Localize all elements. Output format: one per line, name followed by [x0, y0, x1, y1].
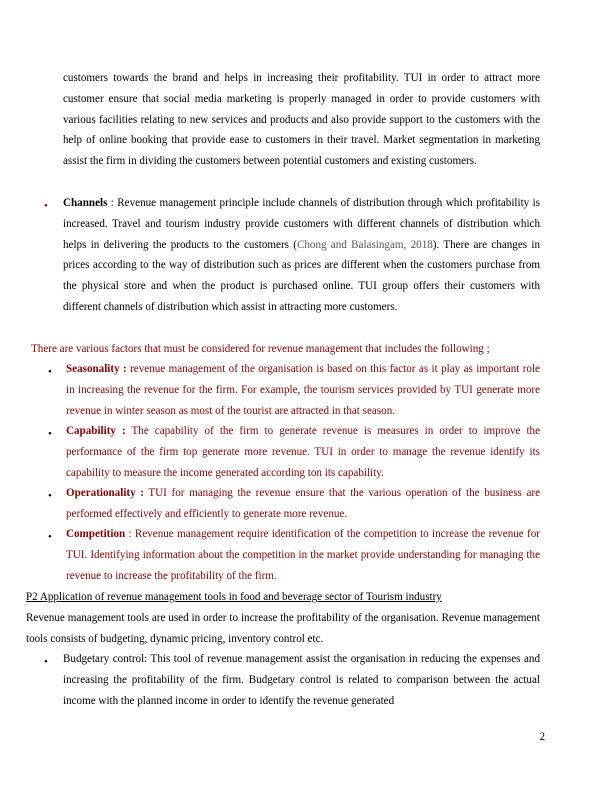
bullet-capability: •: [48, 428, 52, 440]
bullet-budgetary: •: [44, 656, 48, 668]
seasonality-text: revenue management of the organisation is based on this factor as it play as important role in increasing the revenue for the firm. For example, the tourism services provided by TUI generate more revenue in winter season as most of the tourist are attracted in that season.: [66, 363, 540, 417]
bullet-competition: •: [48, 531, 52, 543]
competition-text: : Revenue management require identification of the competition to increase the revenue for TUI. Identifying information about the competition in the market provide understanding for managing the revenue to increase the profitability of the firm.: [66, 528, 540, 582]
channels-citation: Chong and Balasingam, 2018: [296, 238, 433, 251]
p2-heading: P2 Application of revenue management tools in food and beverage sector of Tourism industry: [26, 591, 442, 603]
channels-title: Channels: [63, 197, 108, 209]
intro-paragraph: customers towards the brand and helps in increasing their profitability. TUI in order to attract more customer ensure that social media marketing is properly managed in order to provide customers with various facilities relating to new services and products and also provide support to the customers with the help of online booking that provide ease to customers in their travel. Market segmentation in marketing assist the firm in dividing the customers between potential customers and existing customers.: [63, 72, 540, 168]
bullet-channels: •: [44, 200, 48, 212]
channels-sep: :: [107, 197, 118, 209]
capability-title: Capability :: [66, 425, 126, 437]
channels-text-b: ). There are changes in prices according to the way of distribution such as prices are different when the customers purchase from the physical store and when the product is purchased online. TUI group offers their customers with different channels of distribution which assist in attracting more customers.: [63, 238, 540, 313]
factor-seasonality: [66, 359, 540, 421]
factor-competition: [66, 524, 540, 586]
bullet-operationality: •: [48, 490, 52, 502]
factor-operationality: [66, 483, 540, 525]
seasonality-title: Seasonality :: [66, 363, 127, 375]
channels-text-a: Revenue management principle include channels of distribution through which profitability is increased. Travel and tourism industry provide customers with different channels of distribution which helps in delivering the products to the customers (: [63, 197, 540, 251]
competition-title: Competition: [66, 528, 126, 540]
capability-text: The capability of the firm to generate revenue is measures in order to improve the performance of the firm top generate more revenue. TUI in order to manage the revenue identify its capability to measure the income generated according ton its capability.: [66, 425, 541, 479]
factor-capability: [66, 421, 540, 483]
bullet-seasonality: •: [48, 366, 52, 378]
budgetary-paragraph: Budgetary control: This tool of revenue management assist the organisation in reducing the expenses and increasing the profitability of the firm. Budgetary control is related to comparison between the actual income with the planned income in order to identify the revenue generated: [63, 653, 540, 707]
p2-intro: Revenue management tools are used in order to increase the profitability of the organisation. Revenue management tools consists of budgeting, dynamic pricing, inventory control etc.: [26, 612, 540, 645]
operationality-title: Operationality :: [66, 487, 144, 499]
page-number: 2: [539, 731, 545, 743]
factors-intro: There are various factors that must be considered for revenue management that includes the following ;: [31, 343, 490, 355]
operationality-text: TUI for managing the revenue ensure that the various operation of the business are performed effectively and efficiently to generate more revenue.: [66, 487, 540, 520]
channels-paragraph: [63, 193, 540, 318]
